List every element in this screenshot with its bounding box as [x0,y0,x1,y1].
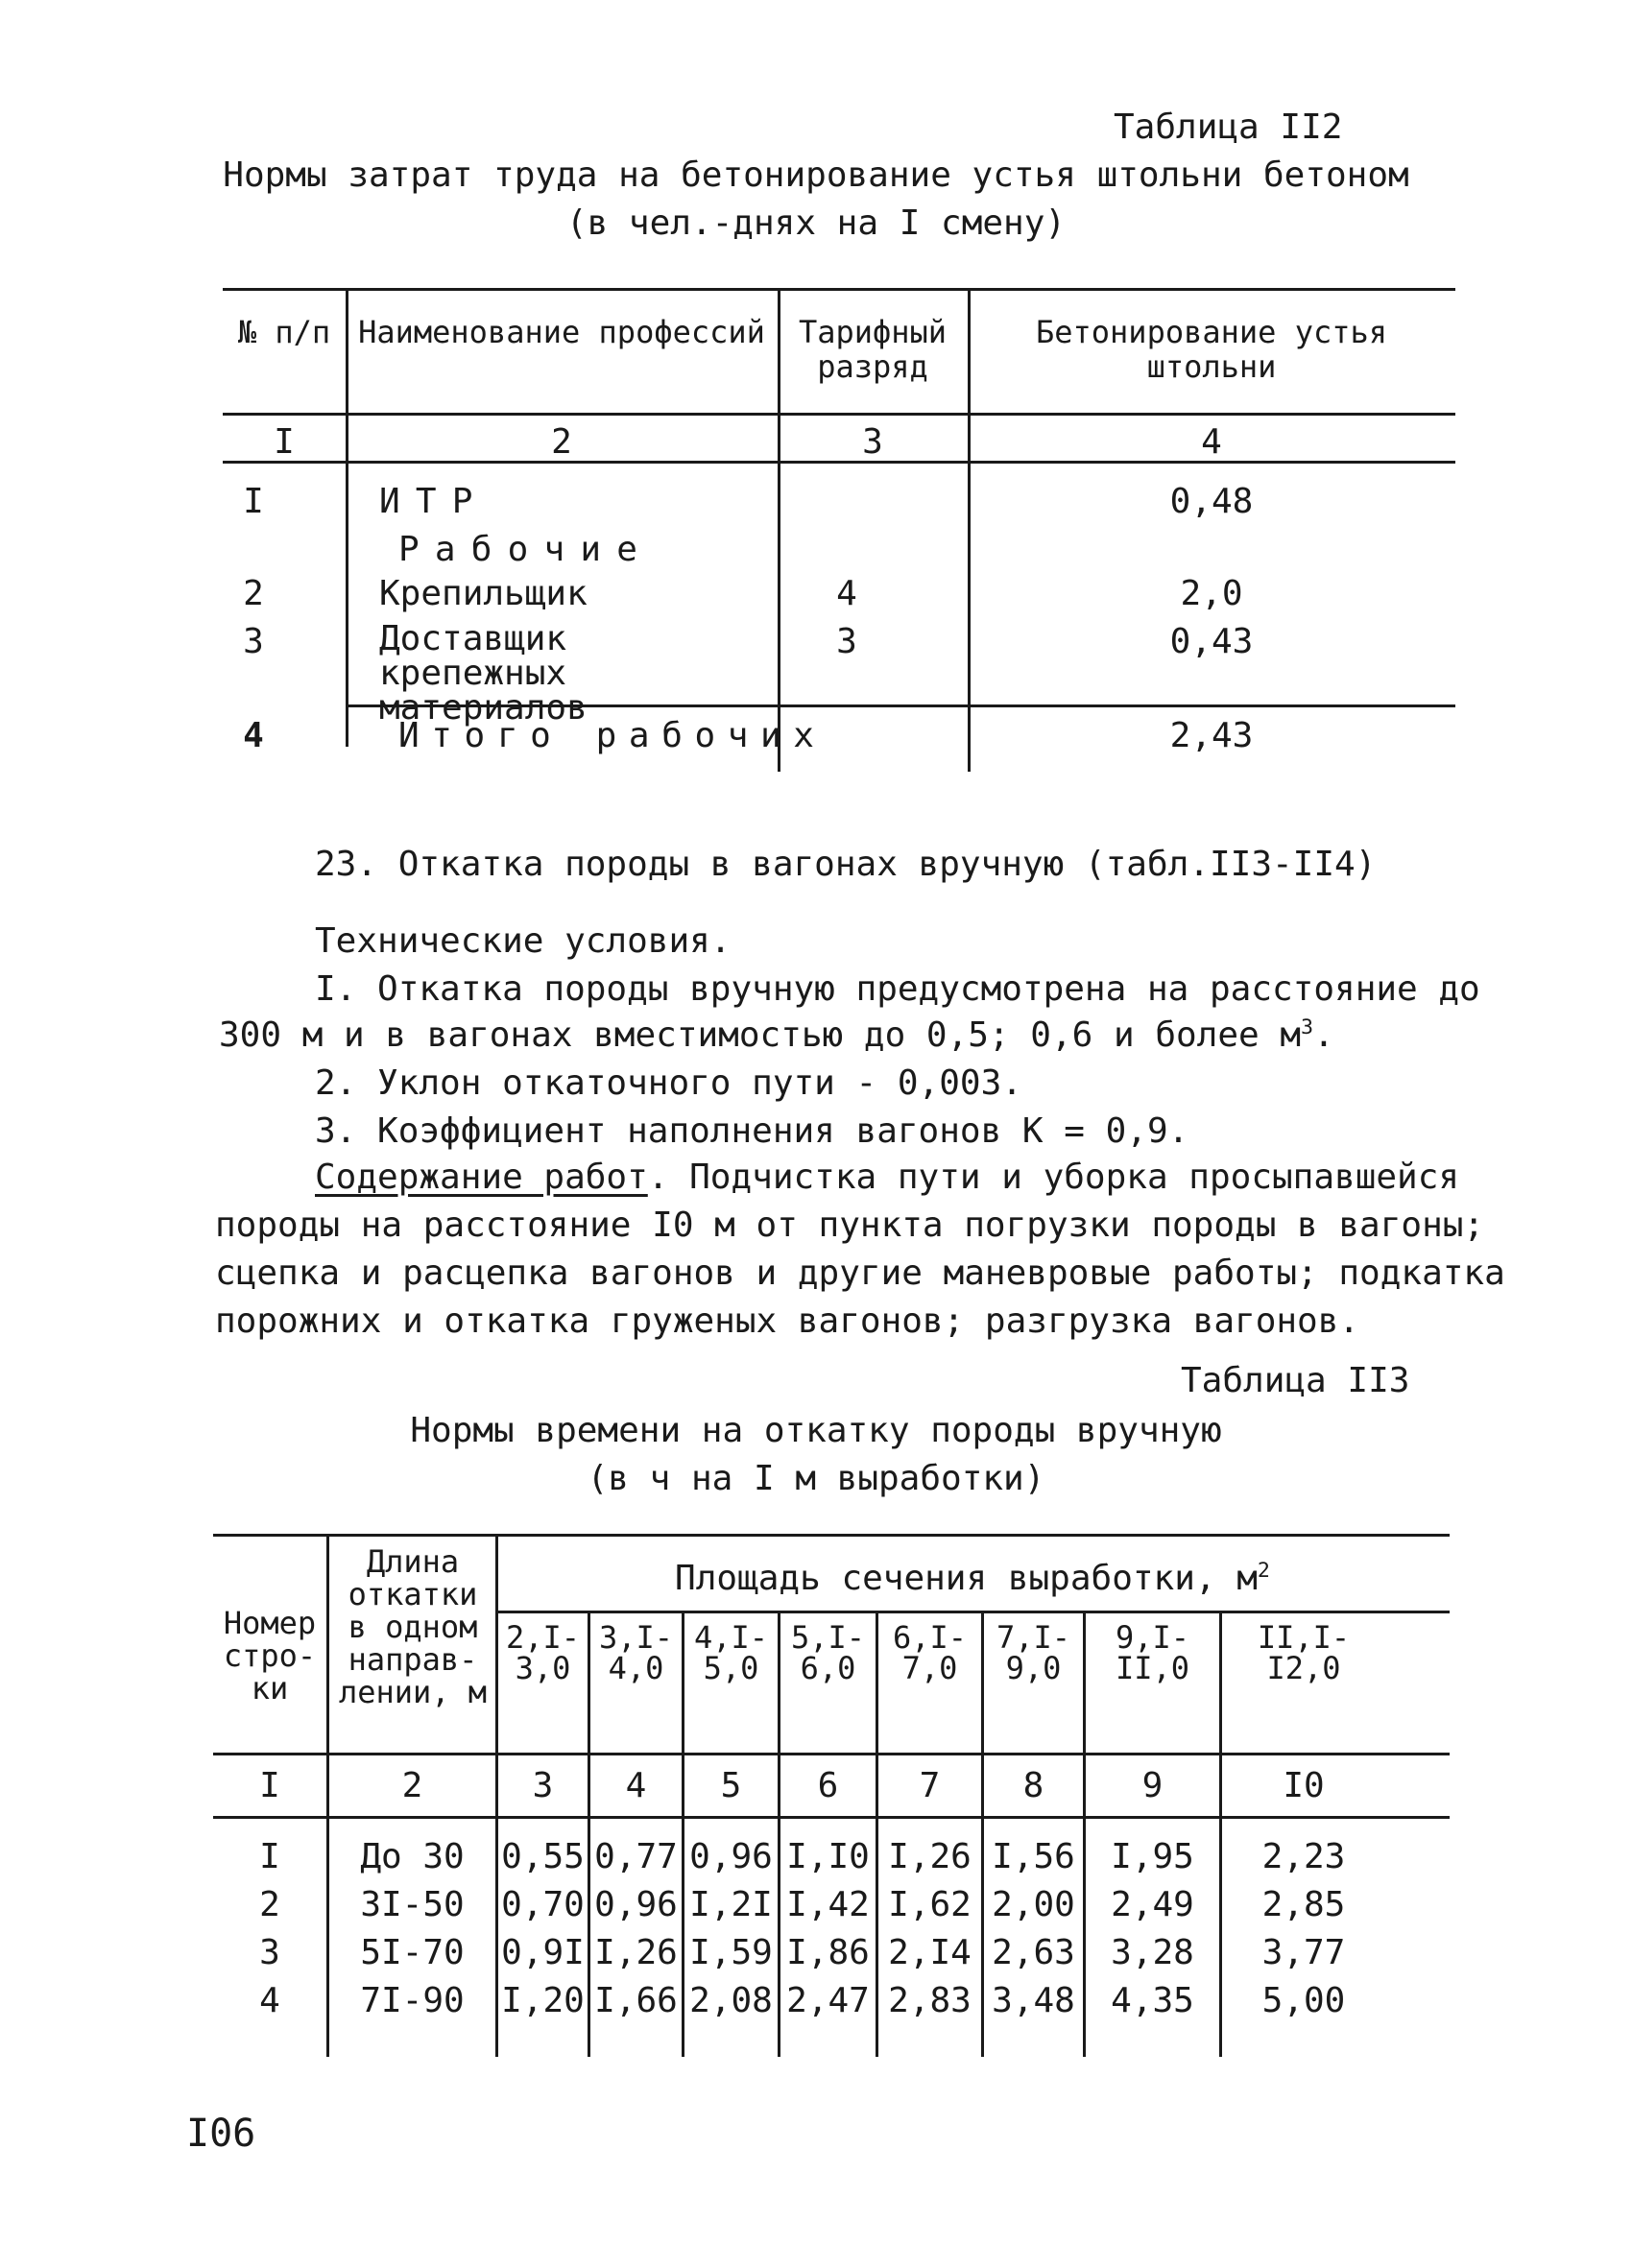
row1-num: I [243,482,264,521]
table113-row-num: 2 [259,1885,280,1924]
table112-title: Нормы затрат труда на бетонирование устья штольни бетоном [223,155,1409,195]
table113-row-num: I [259,1837,280,1876]
area-col-8: II,I-I2,0 [1257,1619,1351,1686]
t113-colnum-4: 4 [625,1766,647,1805]
table113-cell: 3,28 [1111,1933,1194,1972]
work-content-line2: породы на расстояние I0 м от пункта погрузки породы в вагоны; [215,1206,1485,1245]
table113-cell: 2,47 [786,1981,870,2020]
work-content-line3: сцепка и расцепка вагонов и другие маневровые работы; подкатка [215,1253,1505,1293]
header-profession: Наименование профессий [358,314,765,350]
table113-cell: I,42 [786,1885,870,1924]
table113-cell: 2,63 [992,1933,1075,1972]
table113-cell: I,66 [594,1981,678,2020]
t113-colnum-8: 8 [1022,1766,1044,1805]
section-heading: 23. Откатка породы в вагонах вручную (табл.II3-II4) [315,845,1377,884]
header-grade: Тарифный разряд [798,314,948,385]
table113-cell: 2,00 [992,1885,1075,1924]
work-content-label: Содержание работ [315,1158,648,1197]
row3-num: 3 [243,622,264,661]
table113-cell: 4,35 [1111,1981,1194,2020]
table113-cell: 2,49 [1111,1885,1194,1924]
table112-label: Таблица II2 [1114,107,1343,147]
table113-cell: 2,23 [1261,1837,1346,1876]
condition-1-line2: 300 м и в вагонах вместимостью до 0,5; 0,6 и более $м^3$. [219,1015,1334,1055]
colnum-2: 2 [551,422,572,462]
work-content-line1: Содержание работ. Подчистка пути и уборка просыпавшейся [315,1158,1460,1197]
table113-row-length: 7I-90 [360,1981,465,2020]
table113-cell: 0,77 [594,1837,678,1876]
t113-colnum-3: 3 [532,1766,554,1805]
table113-cell: I,26 [594,1933,678,1972]
t113-colnum-5: 5 [720,1766,742,1805]
header-area: Площадь сечения выработки, $м^2$ [675,1559,1270,1598]
colnum-3: 3 [862,422,883,462]
table113-cell: 2,83 [888,1981,972,2020]
table113-cell: 0,96 [689,1837,773,1876]
table113-row-length: 5I-70 [360,1933,465,1972]
table113-cell: I,20 [501,1981,585,2020]
area-col-1: 2,I-3,0 [505,1619,581,1686]
table112-subtitle: (в чел.-днях на I смену) [565,203,1067,243]
t113-colnum-2: 2 [401,1766,423,1805]
table113-cell: I,26 [888,1837,972,1876]
table113-cell: 2,I4 [888,1933,972,1972]
t113-colnum-1: I [259,1766,280,1805]
table113-row-num: 4 [259,1981,280,2020]
area-col-2: 3,I-4,0 [598,1619,674,1686]
table113-cell: 3,48 [992,1981,1075,2020]
table113-label: Таблица II3 [1181,1361,1410,1400]
row2-num: 2 [243,574,264,613]
total-name: Итого рабочих [398,716,827,755]
table113-cell: 0,96 [594,1885,678,1924]
page-number: I06 [186,2112,256,2156]
table113-row-length: До 30 [360,1837,465,1876]
t113-colnum-9: 9 [1141,1766,1164,1805]
condition-1-line1: I. Откатка породы вручную предусмотрена на расстояние до [315,969,1480,1009]
table113-cell: 0,70 [501,1885,585,1924]
row1-name: ИТР [379,482,489,521]
table113-row-length: 3I-50 [360,1885,465,1924]
condition-2: 2. Уклон откаточного пути - 0,003. [315,1063,1022,1103]
row2-grade: 4 [836,574,857,613]
t113-colnum-10: I0 [1283,1766,1325,1805]
area-col-6: 7,I-9,0 [996,1619,1071,1686]
total-num: 4 [243,716,264,755]
area-col-5: 6,I-7,0 [892,1619,968,1686]
table113-cell: 3,77 [1261,1933,1346,1972]
table113-cell: I,95 [1111,1837,1194,1876]
condition-3: 3. Коэффициент наполнения вагонов К = 0,9. [315,1111,1189,1151]
table113-cell: I,62 [888,1885,972,1924]
row1-value: 0,48 [1169,482,1254,521]
workers-heading: Рабочие [398,530,654,569]
header-row-number: Номер стро- ки [223,1605,317,1707]
colnum-1: I [274,422,295,462]
table113-row-num: 3 [259,1933,280,1972]
table113-cell: 5,00 [1261,1981,1346,2020]
row3-value: 0,43 [1169,622,1254,661]
table113-cell: 0,55 [501,1837,585,1876]
table113-cell: 2,08 [689,1981,773,2020]
row3-name: Доставщик крепежных материалов [379,619,588,728]
table113-cell: I,59 [689,1933,773,1972]
work-content-line4: порожних и откатка груженых вагонов; разгрузка вагонов. [215,1301,1360,1341]
area-col-3: 4,I-5,0 [693,1619,769,1686]
header-num: № п/п [237,314,331,350]
table113-cell: 0,9I [501,1933,585,1972]
row2-value: 2,0 [1180,574,1243,613]
colnum-4: 4 [1201,422,1222,462]
t113-colnum-7: 7 [919,1766,941,1805]
area-col-7: 9,I-II,0 [1115,1619,1190,1686]
table113-cell: 2,85 [1261,1885,1346,1924]
total-value: 2,43 [1169,716,1254,755]
table113-cell: I,86 [786,1933,870,1972]
row3-grade: 3 [836,622,857,661]
area-col-4: 5,I-6,0 [790,1619,866,1686]
table113-title: Нормы времени на откатку породы вручную [410,1411,1222,1450]
tech-conditions-title: Технические условия. [315,921,732,961]
table113-cell: I,56 [992,1837,1075,1876]
header-work: Бетонирование устья штольни [1035,314,1388,385]
table113-cell: I,2I [689,1885,773,1924]
table113-subtitle: (в ч на I м выработки) [587,1459,1045,1498]
row2-name: Крепильщик [379,574,588,613]
t113-colnum-6: 6 [817,1766,839,1805]
header-length: Длина откатки в одном направ- лении, м [338,1543,488,1710]
table113-cell: I,I0 [786,1837,870,1876]
